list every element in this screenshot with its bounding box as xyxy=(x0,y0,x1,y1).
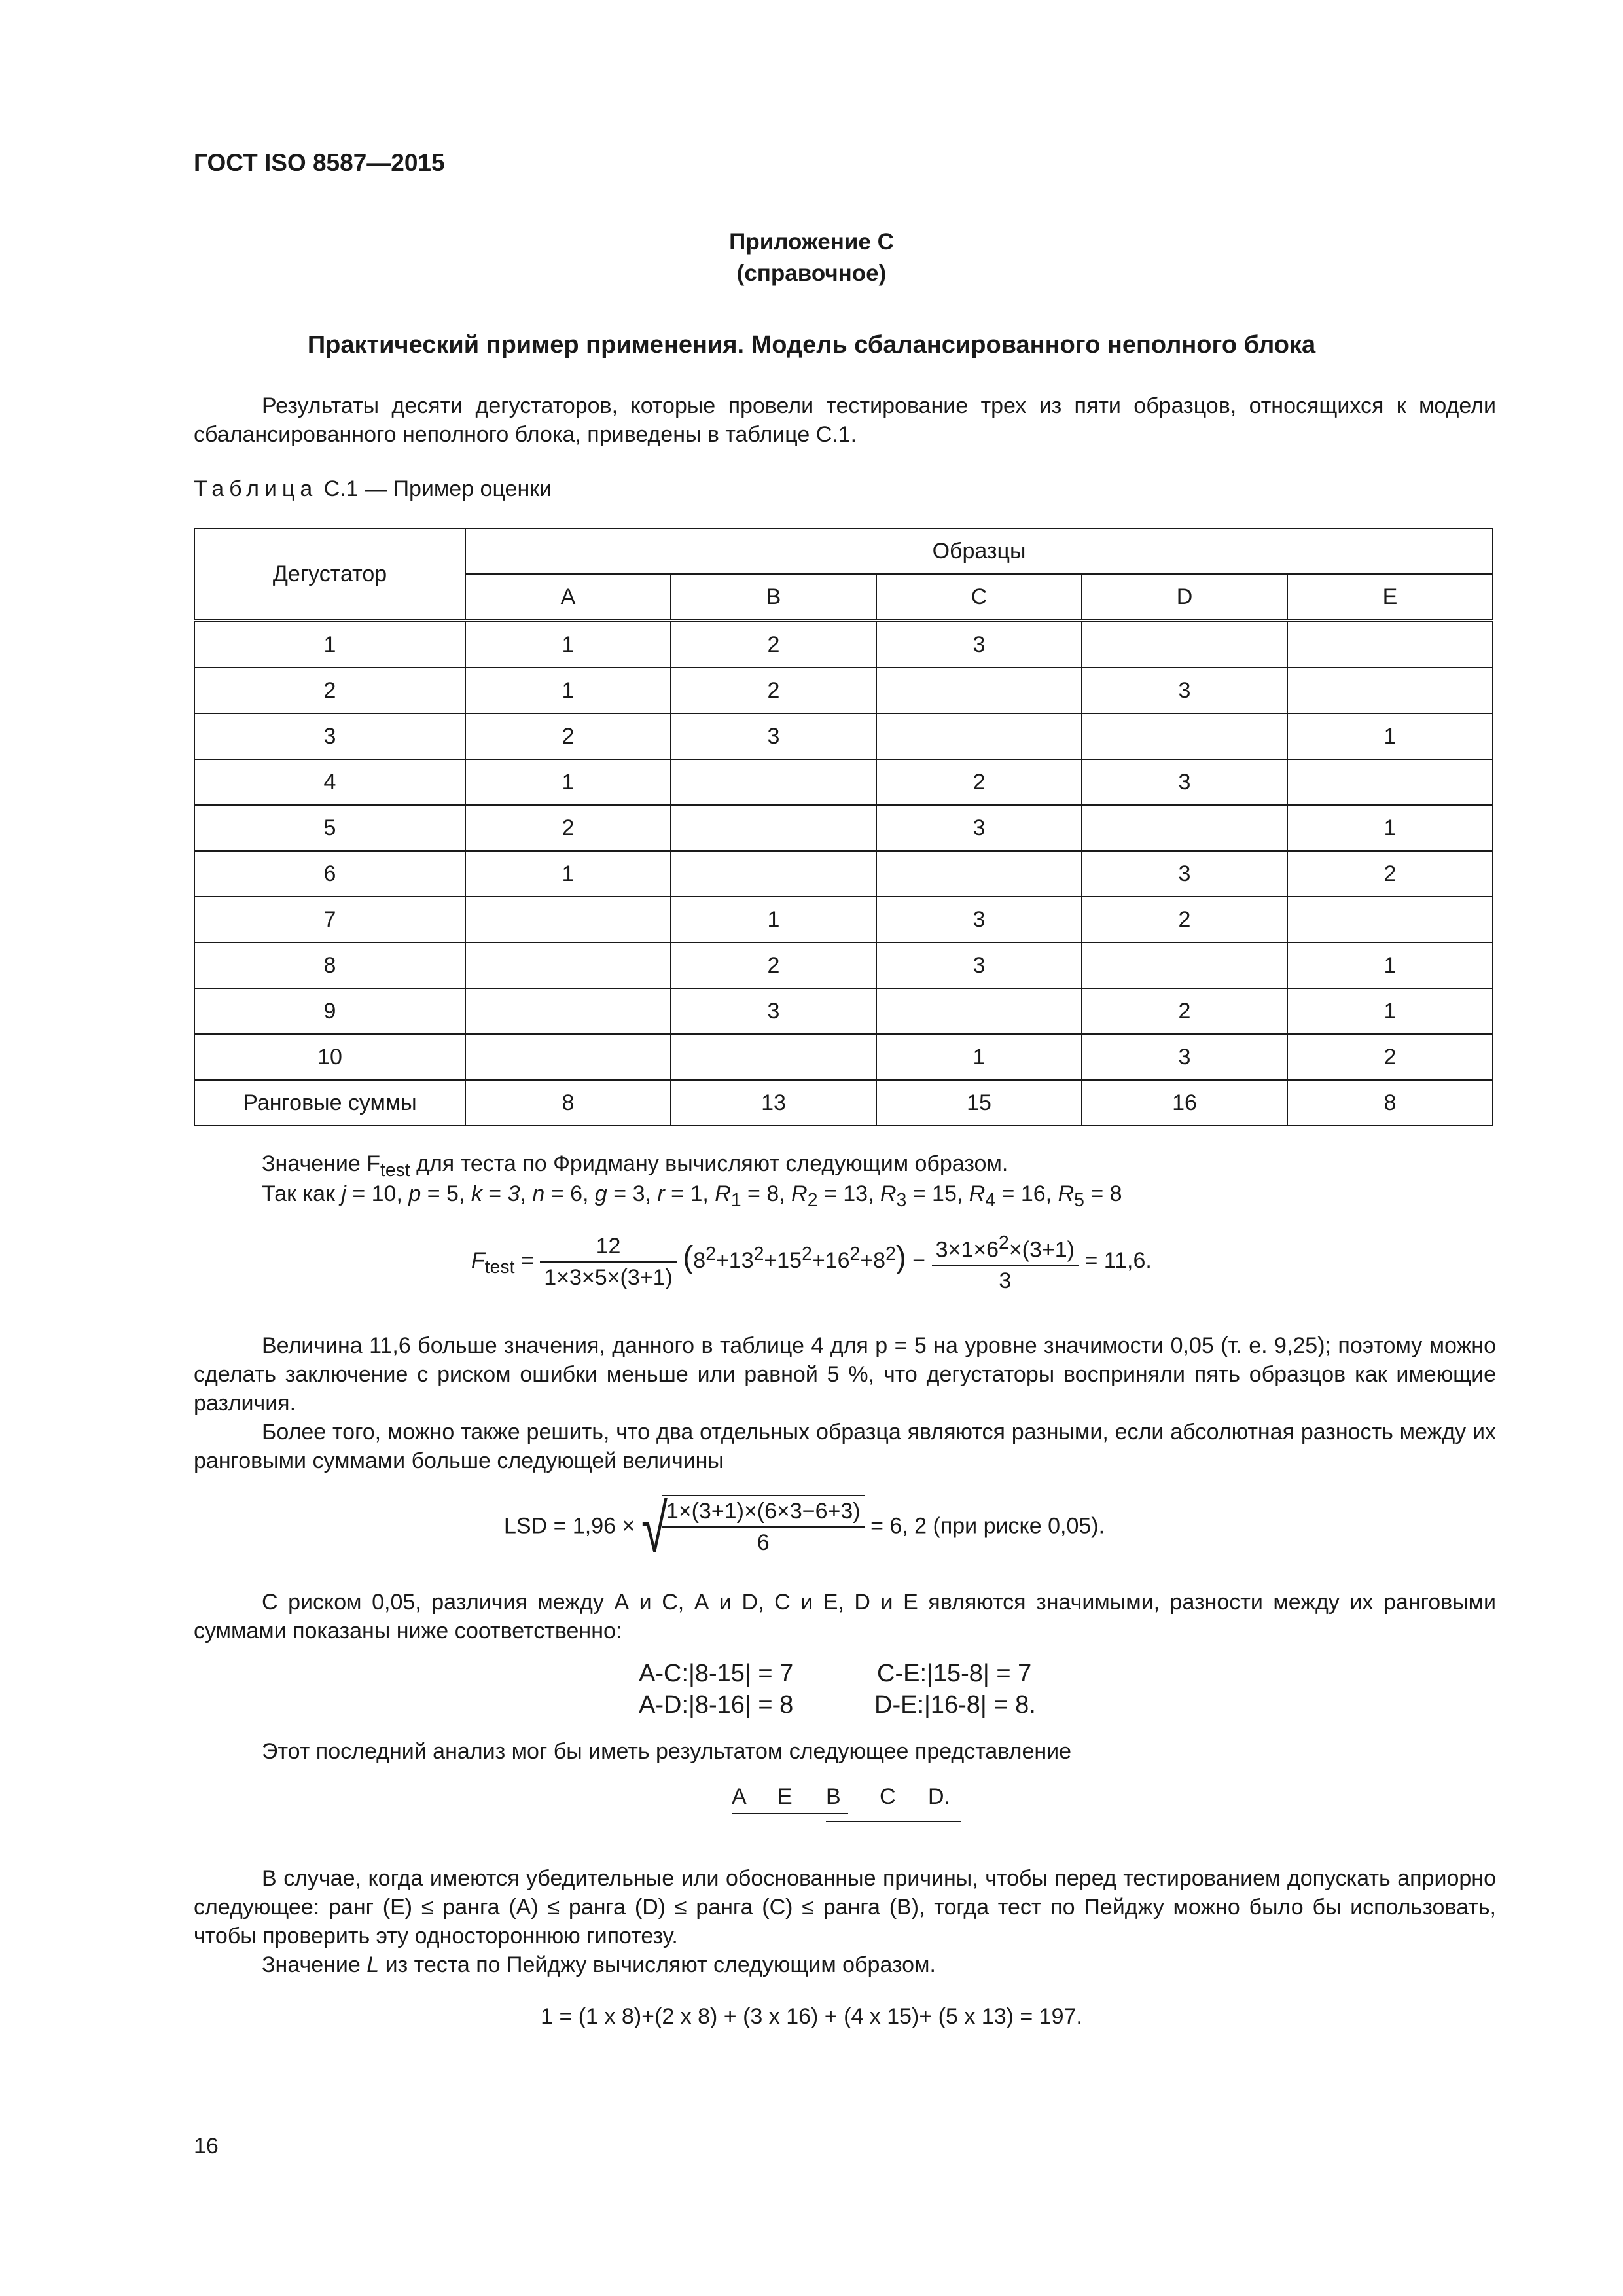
rank-cell: 3 xyxy=(876,897,1082,942)
rank-b: B xyxy=(826,1784,841,1809)
table-row xyxy=(194,1034,1493,1080)
rank-cell xyxy=(1082,942,1287,988)
taster-cell: 3 xyxy=(194,713,465,759)
paragraph-more-text: Более того, можно также решить, что два отдельных образца являются разными, если абсолютная разность между их ранговыми суммами больше следующей величины xyxy=(194,1420,1496,1473)
rank-cell: 3 xyxy=(876,805,1082,851)
rank-cell: 2 xyxy=(671,621,876,668)
table-row xyxy=(194,1080,1493,1126)
rank-cell: 1 xyxy=(465,759,671,805)
rank-cell: 8 xyxy=(1287,1080,1493,1126)
page-formula: 1 = (1 x 8)+(2 x 8) + (3 x 16) + (4 x 15)+ (5 x 13) = 197. xyxy=(541,2004,1082,2029)
diff-d-e: D-E:|16-8| = 8. xyxy=(874,1691,1036,1719)
rank-cell: 1 xyxy=(465,851,671,897)
rank-cell xyxy=(671,1034,876,1080)
rank-d: D. xyxy=(928,1784,950,1809)
rank-cell xyxy=(465,988,671,1034)
rank-cell: 3 xyxy=(876,942,1082,988)
rank-cell: 16 xyxy=(1082,1080,1287,1126)
rank-cell: 2 xyxy=(671,668,876,713)
intro-paragraph xyxy=(194,391,1496,449)
table-row xyxy=(194,942,1493,988)
evaluation-table xyxy=(194,528,1493,1126)
paragraph-page-text: В случае, когда имеются убедительные или обоснованные причины, чтобы перед тестированием допускать априорно следующее: ранг (Е) ≤ ранга (А) ≤ ранга (D) ≤ ранга (С) ≤ ранга (В), тогда тест по Пейджу можно было бы использовать, чтобы проверить эту одностороннюю гипотезу. xyxy=(194,1866,1496,1948)
rank-underline-2 xyxy=(826,1821,961,1822)
taster-cell: 1 xyxy=(194,621,465,668)
rank-cell xyxy=(1287,621,1493,668)
rank-cell xyxy=(1287,897,1493,942)
rank-cell: 1 xyxy=(1287,988,1493,1034)
lsd-formula: LSD = 1,96 × √ $\frac{1\times(3+1)\times(6\times 3-6+3)}{6}$ = 6, 2 (при риске 0,05). xyxy=(504,1491,1105,1567)
rank-cell xyxy=(1287,759,1493,805)
rank-cell: 3 xyxy=(1082,1034,1287,1080)
paragraph-more xyxy=(194,1418,1496,1475)
friedman-formula: $F_{test}$ = $\frac{12}{1\times 3\times 5\times(3+1)}$ $(8^2+13^2+15^2+16^2+8^2)$ − $\frac{3\times 1\times 6^2\times(3+1)}{3}$ = 11,6. xyxy=(471,1228,1152,1296)
diff-c-e: C-E:|15-8| = 7 xyxy=(877,1660,1032,1687)
rank-cell xyxy=(876,713,1082,759)
rank-cell: 3 xyxy=(1082,668,1287,713)
friedman-params: Так как j = 10, p = 5, k = 3, n = 6, g = 3, r = 1, $R_1 = 8$, $R_2 = 13$, $R_3 = 15$, $R_4 = 16$, $R_5 = 8$ xyxy=(262,1181,1122,1211)
rank-cell: 2 xyxy=(465,805,671,851)
rank-cell xyxy=(876,851,1082,897)
taster-cell: 4 xyxy=(194,759,465,805)
rank-cell: 15 xyxy=(876,1080,1082,1126)
rank-cell: 3 xyxy=(876,621,1082,668)
friedman-text-post: для теста по Фридману вычисляют следующим образом. xyxy=(410,1151,1008,1176)
paragraph-L: Значение L из теста по Пейджу вычисляют следующим образом. xyxy=(262,1952,936,1977)
rank-underline-1 xyxy=(732,1813,848,1814)
appendix-subtitle: (справочное) xyxy=(736,260,887,286)
header-samples: Образцы xyxy=(465,528,1493,574)
diff-a-c: A-C:|8-15| = 7 xyxy=(639,1660,794,1687)
rank-cell: 1 xyxy=(465,668,671,713)
taster-cell: 7 xyxy=(194,897,465,942)
rank-cell xyxy=(1082,621,1287,668)
document-code: ГОСТ ISO 8587—2015 xyxy=(194,149,445,176)
friedman-result: = 11,6. xyxy=(1084,1248,1152,1274)
table-row xyxy=(194,759,1493,805)
rank-cell: 2 xyxy=(1082,897,1287,942)
taster-cell: 6 xyxy=(194,851,465,897)
rank-cell: 1 xyxy=(876,1034,1082,1080)
rank-cell xyxy=(1082,805,1287,851)
header-taster: Дегустатор xyxy=(194,528,465,621)
rank-cell xyxy=(1082,713,1287,759)
rank-cell xyxy=(671,851,876,897)
rank-cell: 1 xyxy=(1287,713,1493,759)
rank-cell: 1 xyxy=(671,897,876,942)
rank-cell: 2 xyxy=(1082,988,1287,1034)
rank-cell xyxy=(465,942,671,988)
rank-cell xyxy=(465,897,671,942)
header-sample-a: A xyxy=(465,574,671,621)
taster-cell: 2 xyxy=(194,668,465,713)
friedman-text-pre: Значение F xyxy=(262,1151,380,1176)
rank-cell: 2 xyxy=(671,942,876,988)
table-caption-rest: С.1 — Пример оценки xyxy=(323,476,552,501)
table-row xyxy=(194,851,1493,897)
rank-cell: 8 xyxy=(465,1080,671,1126)
paragraph-page xyxy=(194,1864,1496,1950)
taster-cell: 5 xyxy=(194,805,465,851)
rank-cell: 2 xyxy=(876,759,1082,805)
paragraph-risk-text: С риском 0,05, различия между А и С, А и D, С и Е, D и Е являются значимыми, разности между их ранговыми суммами показаны ниже соответственно: xyxy=(194,1590,1496,1643)
paragraph-risk xyxy=(194,1588,1496,1645)
rank-cell xyxy=(876,988,1082,1034)
paragraph-11-6-text: Величина 11,6 больше значения, данного в таблице 4 для p = 5 на уровне значимости 0,05 (т. е. 9,25); поэтому можно сделать заключение с риском ошибки меньше или равной 5 %, что дегустаторы восприняли пять образцов как имеющие различия. xyxy=(194,1333,1496,1416)
diff-a-d: A-D:|8-16| = 8 xyxy=(639,1691,794,1719)
rank-cell: 2 xyxy=(465,713,671,759)
header-sample-e: E xyxy=(1287,574,1493,621)
rank-cell: 1 xyxy=(1287,942,1493,988)
table-row xyxy=(194,988,1493,1034)
rank-cell xyxy=(876,668,1082,713)
rank-cell: 3 xyxy=(1082,759,1287,805)
table-row xyxy=(194,621,1493,668)
rank-cell: 1 xyxy=(465,621,671,668)
rank-cell: 1 xyxy=(1287,805,1493,851)
taster-cell: 10 xyxy=(194,1034,465,1080)
rank-e: E xyxy=(777,1784,793,1809)
rank-cell: 13 xyxy=(671,1080,876,1126)
header-sample-c: C xyxy=(876,574,1082,621)
table-row xyxy=(194,805,1493,851)
rank-cell: 3 xyxy=(671,713,876,759)
table-caption-prefix: Таблица xyxy=(194,476,318,501)
lsd-rhs: = 6, 2 (при риске 0,05). xyxy=(870,1513,1105,1539)
rank-cell xyxy=(465,1034,671,1080)
rank-c: C xyxy=(880,1784,896,1809)
intro-text: Результаты десяти дегустаторов, которые провели тестирование трех из пяти образцов, относящихся к модели сбалансированного неполного блока, приведены в таблице С.1. xyxy=(194,393,1496,447)
taster-cell: 8 xyxy=(194,942,465,988)
table-row xyxy=(194,668,1493,713)
rank-cell xyxy=(671,759,876,805)
rank-cell: 2 xyxy=(1287,1034,1493,1080)
rank-cell xyxy=(1287,668,1493,713)
page-number: 16 xyxy=(194,2134,219,2159)
table-row xyxy=(194,713,1493,759)
lsd-lhs: LSD = 1,96 × xyxy=(504,1513,635,1539)
paragraph-last xyxy=(194,1737,1496,1766)
paragraph-11-6 xyxy=(194,1331,1496,1418)
rank-cell: 2 xyxy=(1287,851,1493,897)
table-caption xyxy=(194,476,552,502)
taster-cell: Ранговые суммы xyxy=(194,1080,465,1126)
rank-cell: 3 xyxy=(1082,851,1287,897)
rank-cell: 3 xyxy=(671,988,876,1034)
table-row xyxy=(194,897,1493,942)
header-sample-d: D xyxy=(1082,574,1287,621)
rank-a: A xyxy=(732,1784,747,1809)
rank-cell xyxy=(671,805,876,851)
appendix-title: Приложение С xyxy=(729,229,894,255)
section-title: Практический пример применения. Модель сбалансированного неполного блока xyxy=(307,331,1316,359)
paragraph-last-text: Этот последний анализ мог бы иметь результатом следующее представление xyxy=(262,1739,1072,1764)
header-sample-b: B xyxy=(671,574,876,621)
friedman-sub: test xyxy=(380,1159,410,1181)
taster-cell: 9 xyxy=(194,988,465,1034)
